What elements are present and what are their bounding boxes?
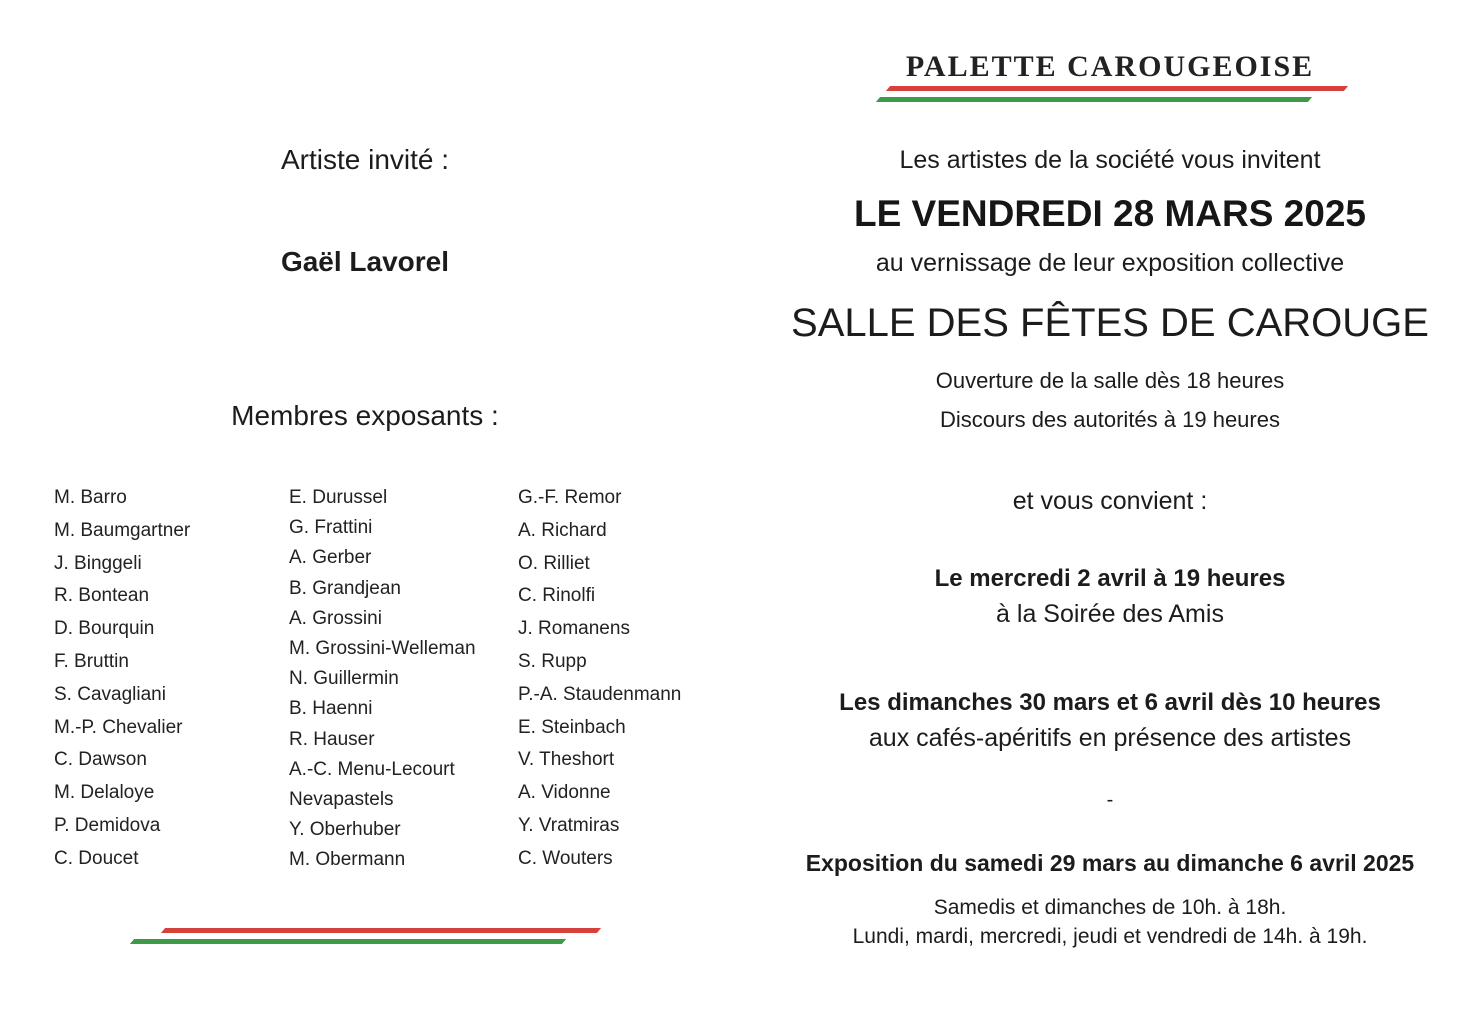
friends-evening-title: à la Soirée des Amis <box>996 600 1224 628</box>
footer-stripe-red <box>161 928 601 933</box>
event-date: LE VENDREDI 28 MARS 2025 <box>853 193 1366 234</box>
speech-time: Discours des autorités à 19 heures <box>940 407 1280 432</box>
hours-week: Lundi, mardi, mercredi, jeudi et vendredi de 14h. à 19h. <box>852 925 1368 948</box>
footer-stripe-green <box>130 939 566 944</box>
sundays-title: aux cafés-apéritifs en présence des artistes <box>868 724 1352 752</box>
guest-name: Gaël Lavorel <box>280 246 450 277</box>
intro-text: Les artistes de la société vous invitent <box>899 146 1321 174</box>
venue-title: SALLE DES FÊTES DE CAROUGE <box>791 301 1429 345</box>
sundays-date: Les dimanches 30 mars et 6 avril dès 10 heures <box>839 689 1381 716</box>
exhibition-dates: Exposition du samedi 29 mars au dimanche 6 avril 2025 <box>805 850 1415 876</box>
friends-evening-date: Le mercredi 2 avril à 19 heures <box>934 565 1286 592</box>
brand-stripe-red <box>886 86 1348 91</box>
vernissage-text: au vernissage de leur exposition collective <box>875 249 1345 277</box>
opening-time: Ouverture de la salle dès 18 heures <box>935 368 1285 393</box>
brand-stripe-green <box>876 97 1312 102</box>
hours-weekend: Samedis et dimanches de 10h. à 18h. <box>933 896 1287 919</box>
separator: - <box>1106 789 1114 811</box>
members-label: Membres exposants : <box>231 400 499 431</box>
convene-text: et vous convient : <box>1012 487 1208 515</box>
guest-label: Artiste invité : <box>280 144 450 175</box>
brand-title: PALETTE CAROUGEOISE <box>905 50 1315 83</box>
